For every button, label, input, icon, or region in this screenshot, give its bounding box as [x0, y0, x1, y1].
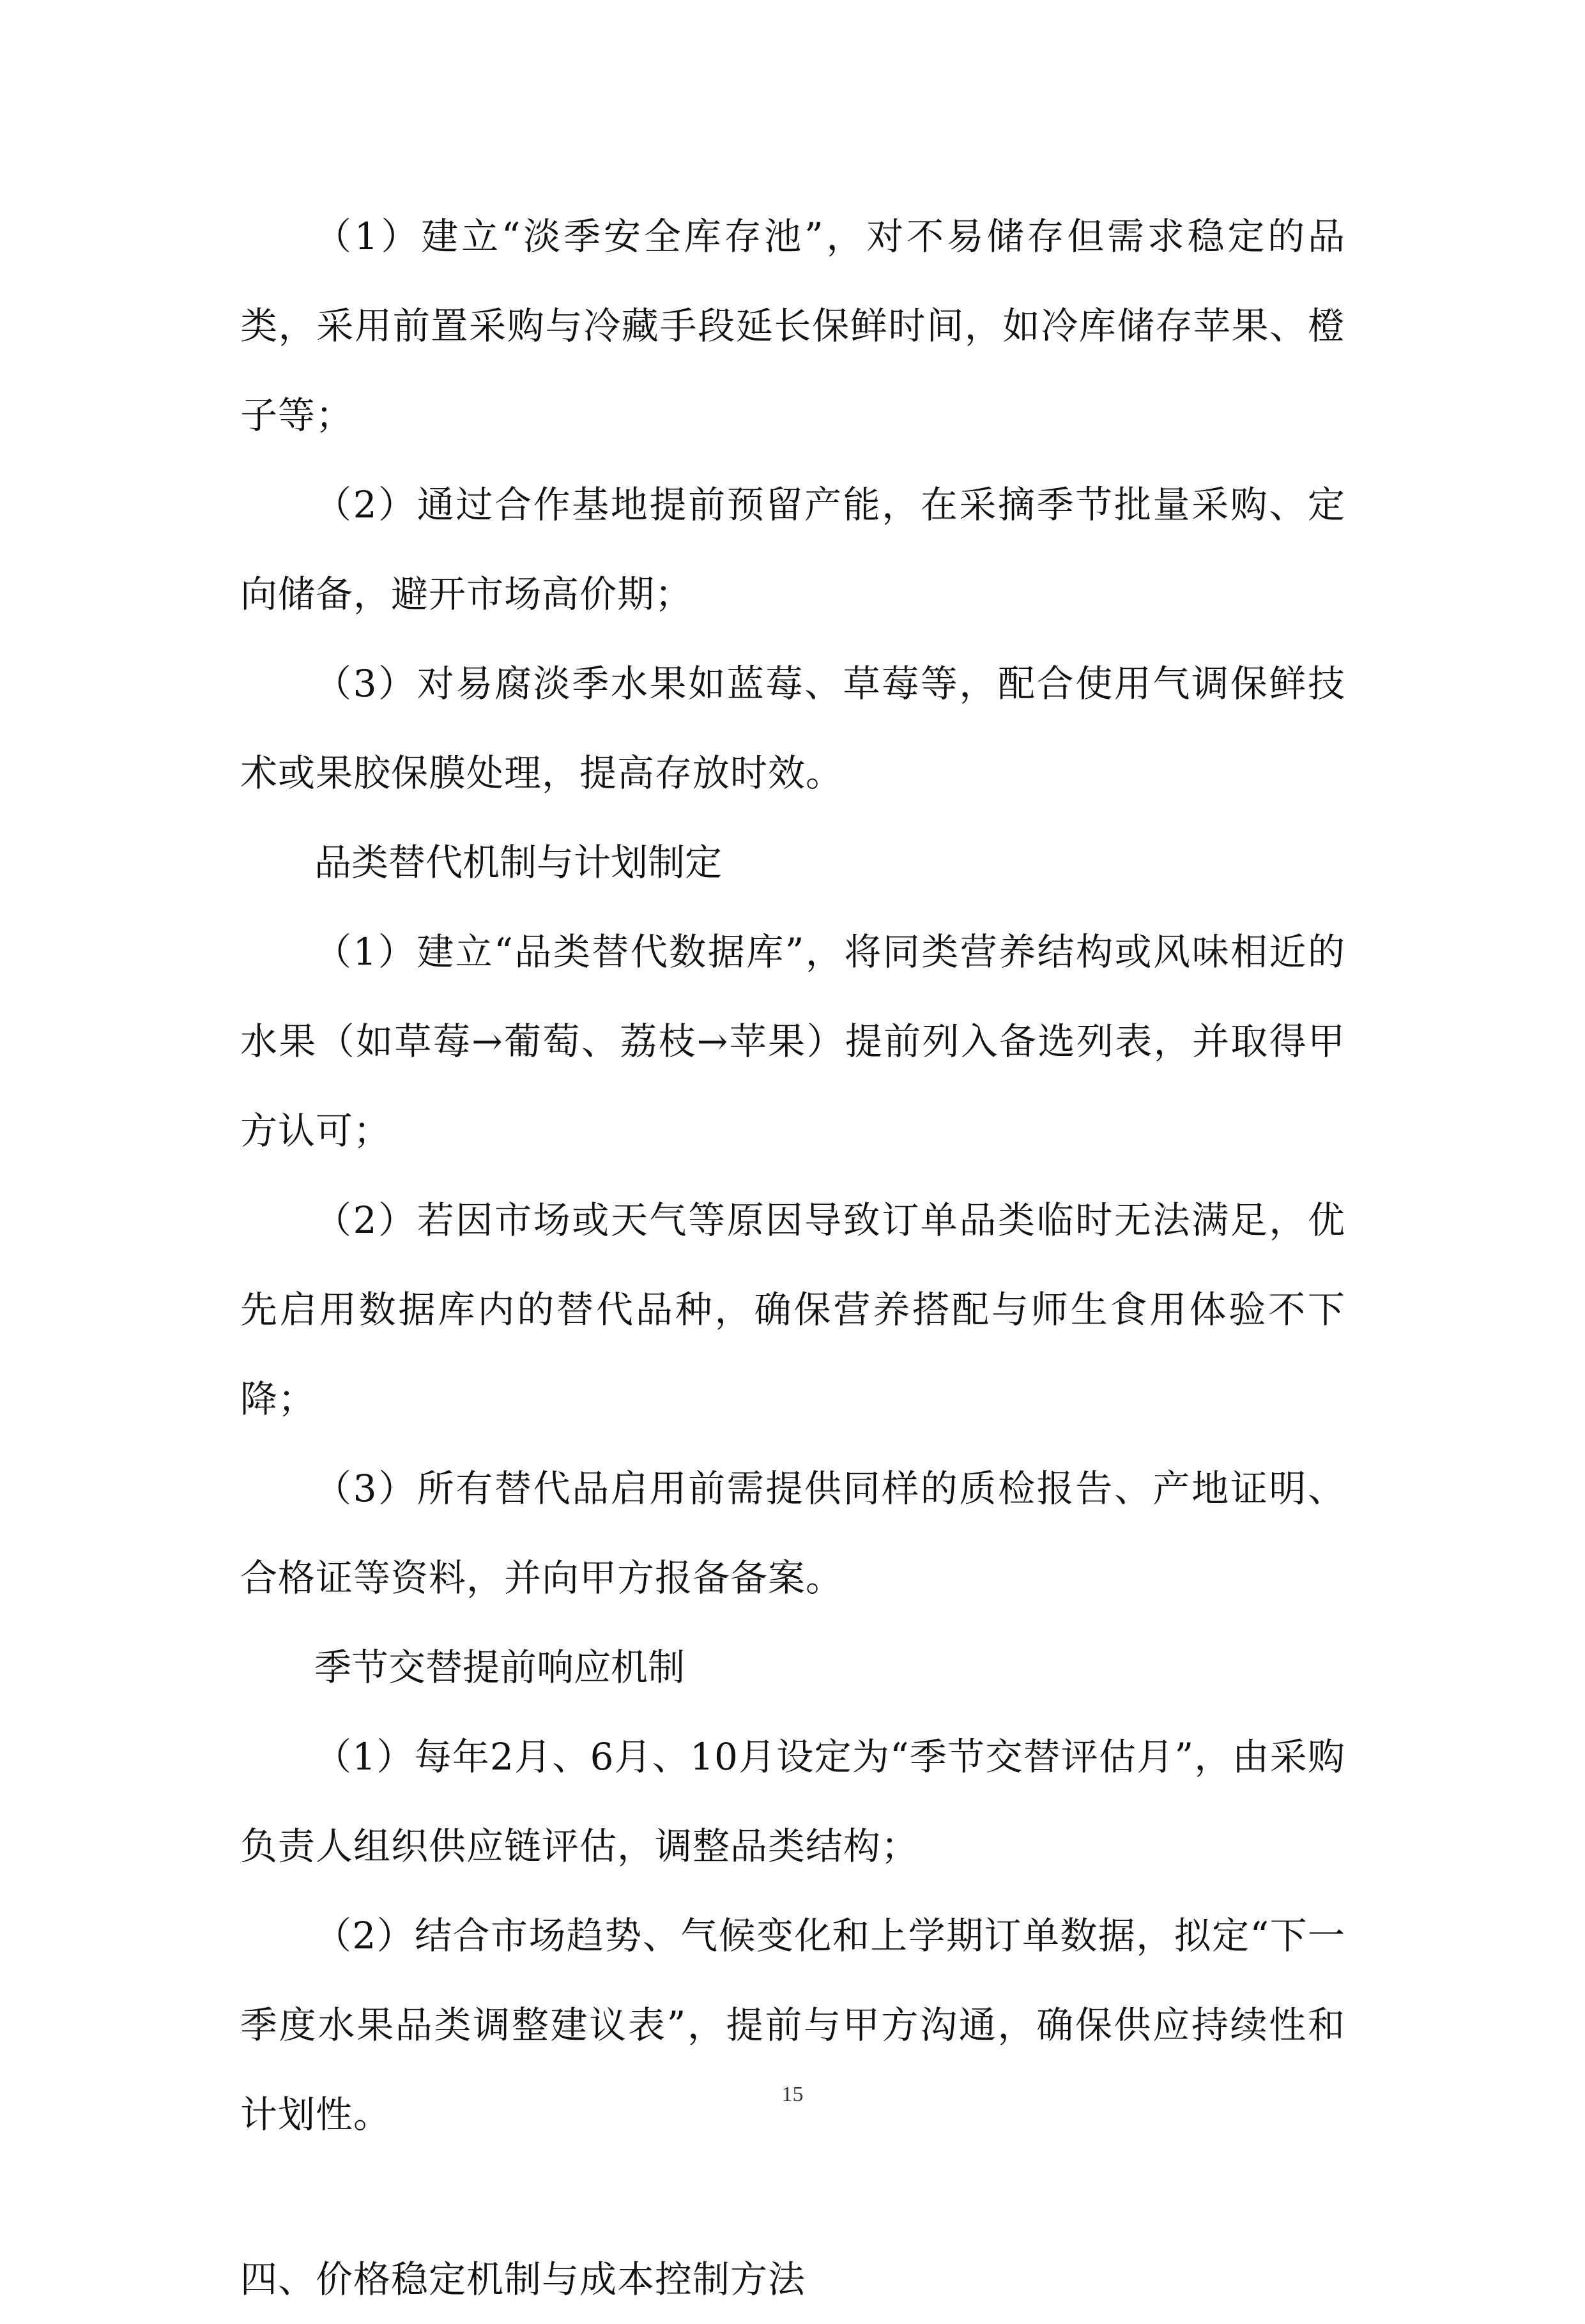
page-number: 15 [781, 2083, 804, 2106]
subheading: 品类替代机制与计划制定 [314, 841, 723, 884]
paragraph-item: （2）结合市场趋势、气候变化和上学期订单数据，拟定“下一季度水果品类调整建议表”，提前与甲方沟通，确保供应持续性和计划性。 [240, 1914, 1345, 2136]
paragraph-item: （1）每年2月、6月、10月设定为“季节交替评估月”，由采购负责人组织供应链评估，调整品类结构； [240, 1735, 1345, 1868]
paragraph-item: （3）所有替代品启用前需提供同样的质检报告、产地证明、合格证等资料，并向甲方报备备案。 [240, 1467, 1345, 1600]
paragraph-item: （2）若因市场或天气等原因导致订单品类临时无法满足，优先启用数据库内的替代品种，确保营养搭配与师生食用体验不下降； [240, 1198, 1345, 1421]
document-body [240, 192, 1345, 2324]
subheading: 季节交替提前响应机制 [314, 1646, 685, 1689]
paragraph-item: （3）对易腐淡季水果如蓝莓、草莓等，配合使用气调保鲜技术或果胶保膜处理，提高存放时效。 [240, 662, 1345, 795]
paragraph-item: （2）通过合作基地提前预留产能，在采摘季节批量采购、定向储备，避开市场高价期； [240, 483, 1345, 616]
section-title: 四、价格稳定机制与成本控制方法 [240, 2258, 806, 2301]
paragraph-item: （1）建立“淡季安全库存池”，对不易储存但需求稳定的品类，采用前置采购与冷藏手段延长保鲜时间，如冷库储存苹果、橙子等； [240, 215, 1345, 437]
paragraph-item: （1）建立“品类替代数据库”，将同类营养结构或风味相近的水果（如草莓→葡萄、荔枝→苹果）提前列入备选列表，并取得甲方认可； [240, 930, 1345, 1152]
